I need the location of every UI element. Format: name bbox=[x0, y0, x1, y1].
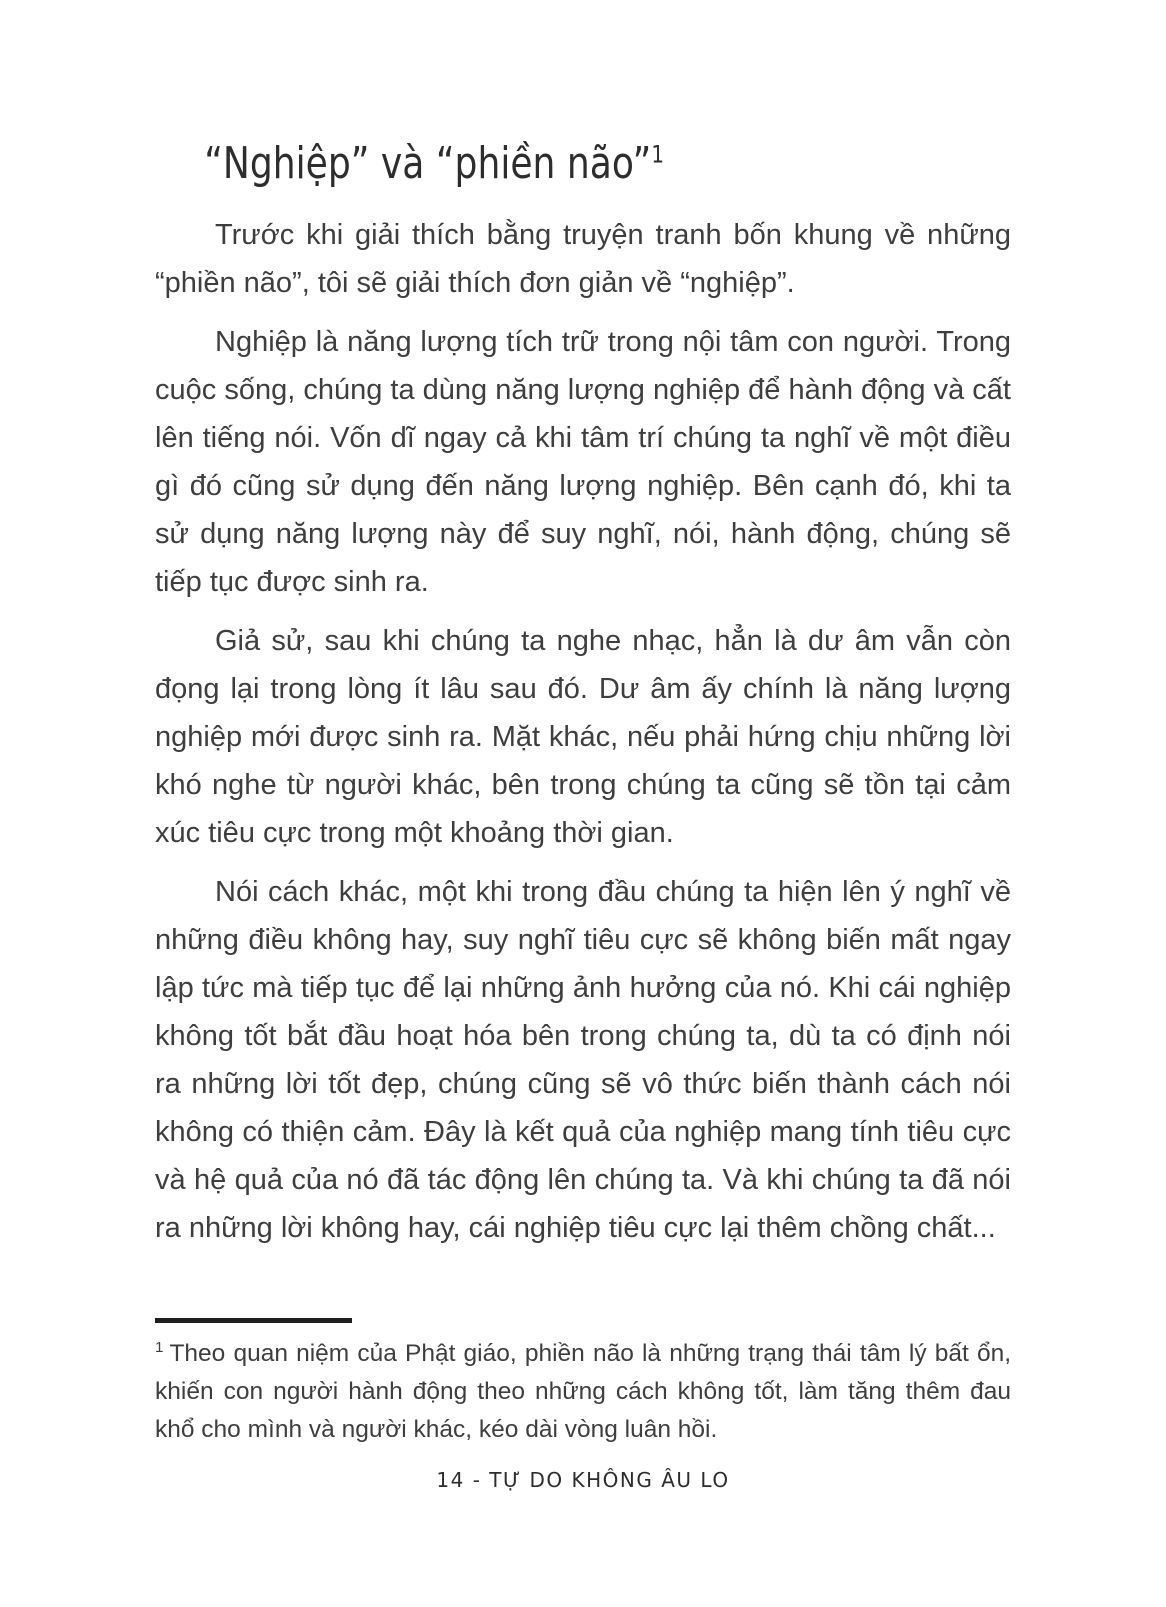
paragraph-1: Trước khi giải thích bằng truyện tranh bốn khung về những “phiền não”, tôi sẽ giải thích đơn giản về “nghiệp”. bbox=[155, 219, 1011, 299]
paragraph-2: Nghiệp là năng lượng tích trữ trong nội tâm con người. Trong cuộc sống, chúng ta dùng năng lượng nghiệp để hành động và cất lên tiếng nói. Vốn dĩ ngay cả khi tâm trí chúng ta nghĩ về một điều gì đó cũng sử dụng đến năng lượng nghiệp. Bên cạnh đó, khi ta sử dụng năng lượng này để suy nghĩ, nói, hành động, chúng sẽ tiếp tục được sinh ra. bbox=[155, 326, 1011, 598]
page-content bbox=[155, 138, 1011, 1263]
paragraph-4: Nói cách khác, một khi trong đầu chúng ta hiện lên ý nghĩ về những điều không hay, suy nghĩ tiêu cực sẽ không biến mất ngay lập tức mà tiếp tục để lại những ảnh hưởng của nó. Khi cái nghiệp không tốt bắt đầu hoạt hóa bên trong chúng ta, dù ta có định nói ra những lời tốt đẹp, chúng cũng sẽ vô thức biến thành cách nói không có thiện cảm. Đây là kết quả của nghiệp mang tính tiêu cực và hệ quả của nó đã tác động lên chúng ta. Và khi chúng ta đã nói ra những lời không hay, cái nghiệp tiêu cực lại thêm chồng chất... bbox=[155, 876, 1011, 1244]
page-footer: 14 - TỰ DO KHÔNG ÂU LO bbox=[436, 1468, 730, 1492]
paragraph-3: Giả sử, sau khi chúng ta nghe nhạc, hẳn là dư âm vẫn còn đọng lại trong lòng ít lâu sau đó. Dư âm ấy chính là năng lượng nghiệp mới được sinh ra. Mặt khác, nếu phải hứng chịu những lời khó nghe từ người khác, bên trong chúng ta cũng sẽ tồn tại cảm xúc tiêu cực trong một khoảng thời gian. bbox=[155, 625, 1011, 849]
chapter-title-footnote-ref: 1 bbox=[651, 140, 664, 169]
footnote-body: Theo quan niệm của Phật giáo, phiền não là những trạng thái tâm lý bất ổn, khiến con người hành động theo những cách không tốt, làm tăng thêm đau khổ cho mình và người khác, kéo dài vòng luân hồi. bbox=[155, 1340, 1011, 1443]
footnote-text bbox=[155, 1335, 1011, 1449]
chapter-title-text: “Nghiệp” và “phiền não” bbox=[204, 138, 652, 189]
footnote-section bbox=[155, 1318, 1011, 1449]
chapter-title bbox=[155, 138, 857, 189]
footnote-marker: 1 bbox=[155, 1338, 164, 1356]
footnote-separator-rule bbox=[155, 1318, 352, 1323]
